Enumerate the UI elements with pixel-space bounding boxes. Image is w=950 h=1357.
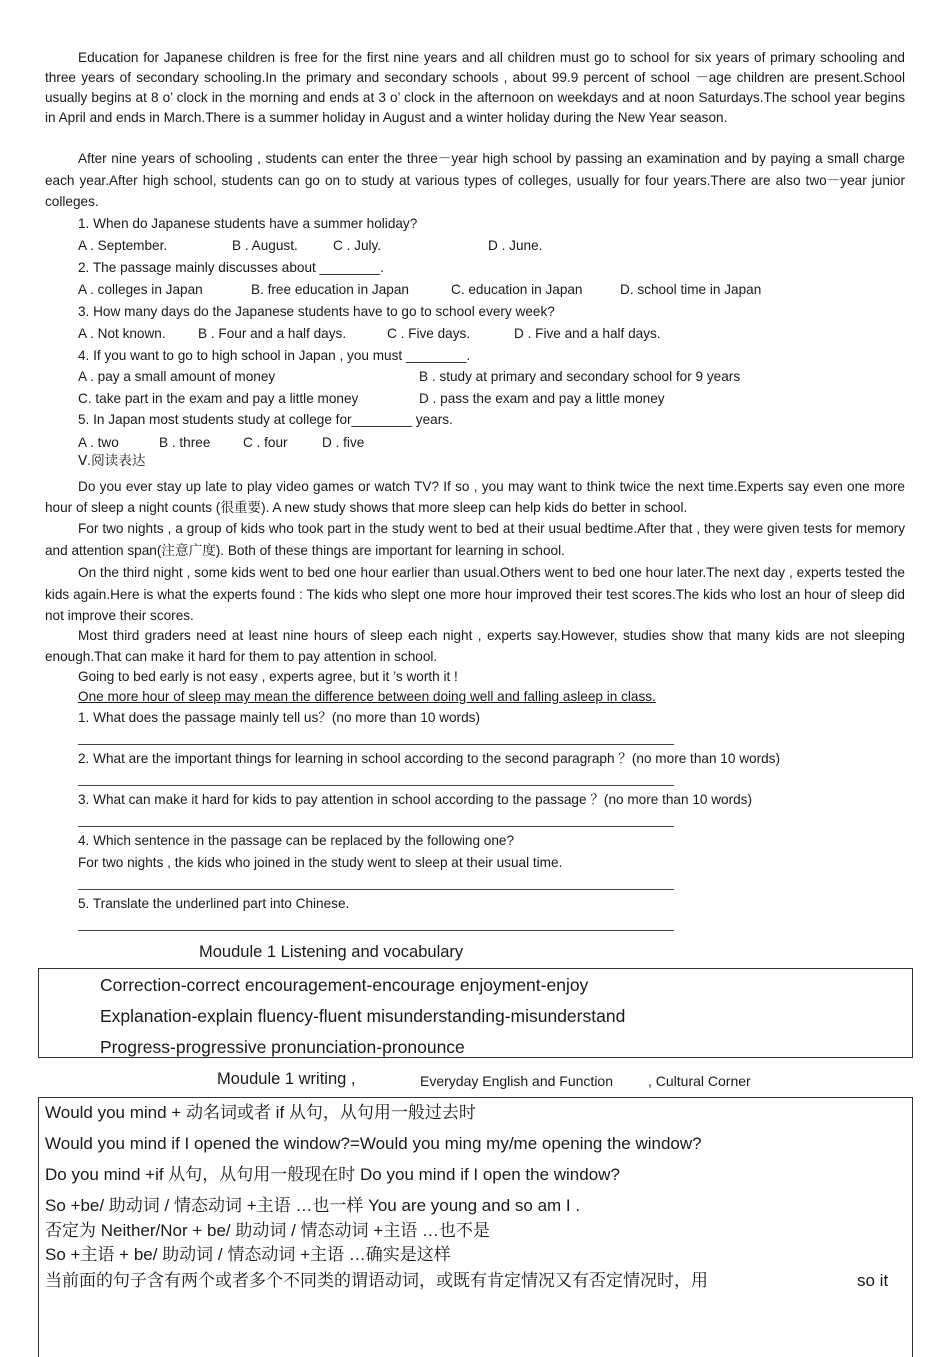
grammar-trailing-text: so it [857, 1271, 889, 1290]
q4-option-c: C. take part in the exam and pay a little money [78, 391, 359, 406]
reading2-paragraph-5: Going to bed early is not easy , experts agree, but it ’s worth it ! [78, 669, 458, 684]
reading2-question-4: 4. Which sentence in the passage can be replaced by the following one? [78, 833, 515, 848]
vocab-row: Explanation-explain fluency-fluent misunderstanding-misunderstand [100, 1006, 626, 1026]
reading2-question-4-sentence: For two nights , the kids who joined in the study went to sleep at their usual time. [78, 855, 563, 870]
q2-option-a: A . colleges in Japan [78, 282, 203, 297]
grammar-line: So +主语 + be/ 助动词 / 情态动词 +主语 …确实是这样 [45, 1245, 451, 1264]
vocab-box [38, 968, 913, 1058]
grammar-line: Would you mind + 动名词或者 if 从句，从句用一般过去时 [45, 1103, 476, 1122]
q5-option-d: D . five [322, 435, 365, 450]
answer-line-4[interactable] [78, 889, 674, 890]
reading1-paragraph-1: Education for Japanese children is free for the first nine years and all children must go to school for six years of primary schooling and three years of secondary schooling.In the primary and secondary schools , about 99.9 percent of school －age children are present.School usually begins at 8 o’ clock in the morning and ends at 3 o’ clock in the afternoon on weekdays and at noon Saturdays.The school year begins in April and ends in March.There is a summer holiday in August and a winter holiday during the New Year season. [45, 50, 905, 125]
reading1-question-1: 1. When do Japanese students have a summer holiday? [78, 216, 418, 231]
reading1-question-3: 3. How many days do the Japanese students have to go to school every week? [78, 304, 555, 319]
answer-line-2[interactable] [78, 785, 674, 786]
reading2-paragraph-2: For two nights , a group of kids who took part in the study went to bed at their usual bedtime.After that , they were given tests for memory and attention span(注意广度). Both of these things are important for learning in school. [45, 521, 905, 558]
q4-option-b: B . study at primary and secondary school for 9 years [419, 369, 741, 384]
q3-option-b: B . Four and a half days. [198, 326, 347, 341]
grammar-line: 当前面的句子含有两个或者多个不同类的谓语动词，或既有肯定情况又有否定情况时，用 [45, 1271, 708, 1290]
reading1-question-2: 2. The passage mainly discusses about ________. [78, 260, 384, 275]
underlined-sentence: One more hour of sleep may mean the difference between doing well and falling asleep in class. [78, 689, 656, 704]
answer-line-1[interactable] [78, 744, 674, 745]
reading1-question-5: 5. In Japan most students study at college for________ years. [78, 412, 453, 427]
vocab-row: Correction-correct encouragement-encourage enjoyment-enjoy [100, 975, 589, 995]
q1-option-d: D . June. [488, 238, 543, 253]
grammar-line: Do you mind +if 从句，从句用一般现在时 Do you mind if I open the window? [45, 1165, 620, 1184]
answer-line-3[interactable] [78, 826, 674, 827]
q5-option-c: C . four [243, 435, 288, 450]
q3-option-d: D . Five and a half days. [514, 326, 661, 341]
q2-option-b: B. free education in Japan [251, 282, 409, 297]
reading2-question-5: 5. Translate the underlined part into Chinese. [78, 896, 350, 911]
q1-option-c: C . July. [333, 238, 382, 253]
q1-option-b: B . August. [232, 238, 298, 253]
grammar-box [38, 1097, 913, 1357]
grammar-line: 否定为 Neither/Nor + be/ 助动词 / 情态动词 +主语 …也不是 [45, 1221, 490, 1240]
reading1-question-4: 4. If you want to go to high school in Japan , you must ________. [78, 348, 471, 363]
grammar-title-end: , Cultural Corner [648, 1073, 751, 1089]
reading1-paragraph-2: After nine years of schooling , students can enter the three－year high school by passing an examination and by paying a small charge each year.After high school, students can go on to study at various types of colleges, usually for four years.There are also two－year junior colleges. [45, 151, 905, 209]
q4-option-d: D . pass the exam and pay a little money [419, 391, 665, 406]
q3-option-c: C . Five days. [387, 326, 471, 341]
q2-option-c: C. education in Japan [451, 282, 583, 297]
q3-option-a: A . Not known. [78, 326, 166, 341]
reading2-question-3: 3. What can make it hard for kids to pay attention in school according to the passage ？(no more than 10 words) [78, 792, 753, 807]
reading2-paragraph-4: Most third graders need at least nine hours of sleep each night , experts say.However, studies show that many kids are not sleeping enough.That can make it hard for them to pay attention in school. [45, 628, 905, 664]
grammar-line: So +be/ 助动词 / 情态动词 +主语 …也一样 You are young and so am I . [45, 1196, 581, 1215]
grammar-line: Would you mind if I opened the window?=Would you ming my/me opening the window? [45, 1134, 702, 1153]
reading2-paragraph-1: Do you ever stay up late to play video games or watch TV? If so , you may want to think twice the next time.Experts say even one more hour of sleep a night counts (很重要). A new study shows that more sleep can help kids do better in school. [45, 479, 905, 515]
reading2-question-2: 2. What are the important things for learning in school according to the second paragraph ？(no more than 10 words) [78, 751, 780, 766]
answer-line-5[interactable] [78, 930, 674, 931]
q2-option-d: D. school time in Japan [620, 282, 762, 297]
q1-option-a: A . September. [78, 238, 168, 253]
grammar-title-main: Moudule 1 writing , [217, 1070, 356, 1088]
q5-option-a: A . two [78, 435, 119, 450]
vocab-section-title: Moudule 1 Listening and vocabulary [199, 943, 464, 961]
q5-option-b: B . three [159, 435, 211, 450]
q4-option-a: A . pay a small amount of money [78, 369, 276, 384]
reading2-question-1: 1. What does the passage mainly tell us？(no more than 10 words) [78, 710, 480, 725]
reading2-paragraph-3: On the third night , some kids went to bed one hour earlier than usual.Others went to bed one hour later.The next day , experts tested the kids again.Here is what the experts found : The kids who slept one more hour improved their test scores.The kids who lost an hour of sleep did not improve their scores. [45, 565, 905, 623]
grammar-title-mid: Everyday English and Function [420, 1073, 613, 1089]
vocab-row: Progress-progressive pronunciation-pronounce [100, 1037, 465, 1057]
section-heading-reading-expression: Ⅴ.阅读表达 [78, 453, 146, 468]
